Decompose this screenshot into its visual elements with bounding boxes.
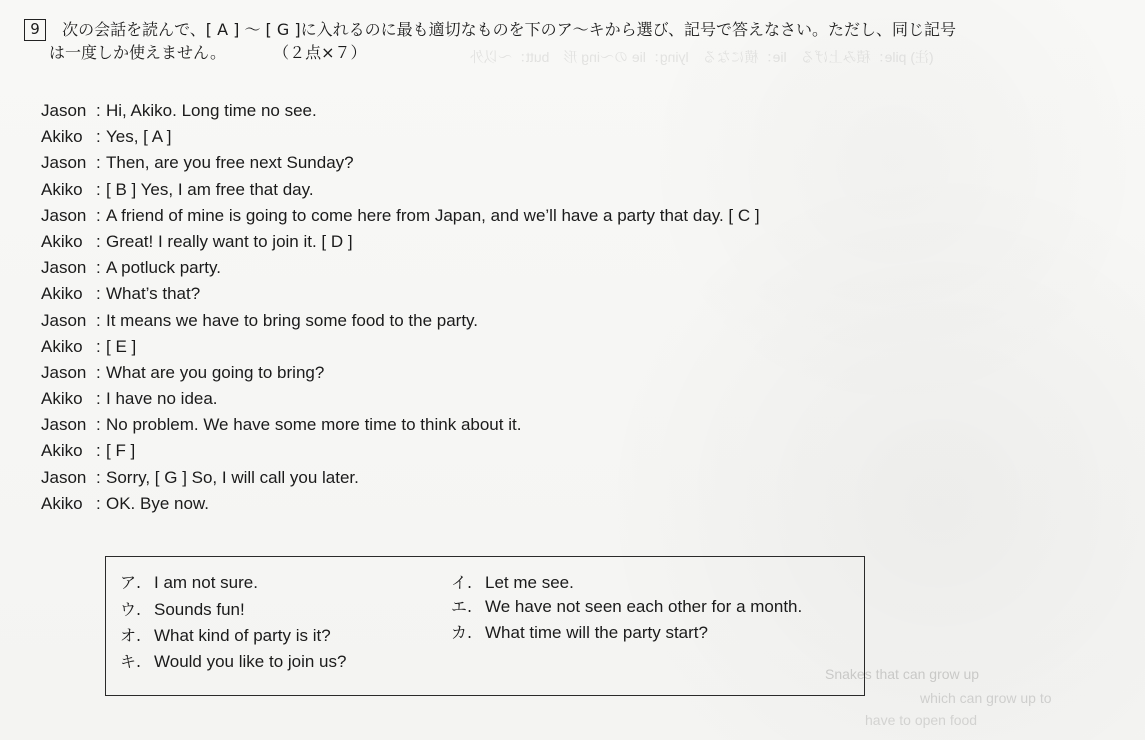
speaker-colon: : xyxy=(96,336,101,356)
choice-o xyxy=(120,624,331,648)
speaker-name: Akiko xyxy=(41,284,83,304)
speaker-name: Jason xyxy=(41,153,87,173)
speaker-name: Akiko xyxy=(41,389,83,409)
dialogue-line xyxy=(41,491,1041,517)
dialogue-line xyxy=(41,98,1041,124)
dialogue-text: No problem. We have some more time to think about it. xyxy=(106,415,522,435)
choice-e xyxy=(451,595,802,619)
dialogue-line xyxy=(41,124,1041,150)
speaker-colon: : xyxy=(96,493,101,513)
dialogue-line xyxy=(41,438,1041,464)
dialogue-text: I have no idea. xyxy=(106,389,218,409)
choice-mark: ア. xyxy=(120,573,142,592)
speaker-colon: : xyxy=(96,389,101,409)
instruction-text-line-1: 次の会話を読んで、[ A ] ～ [ G ]に入れるのに最も適切なものを下のア～キから選び、記号で答えなさい。ただし、同じ記号 xyxy=(62,20,956,39)
speaker-colon: : xyxy=(96,153,101,173)
choice-ki xyxy=(120,650,346,674)
speaker-colon: : xyxy=(96,284,101,304)
dialogue-line xyxy=(41,334,1041,360)
speaker-name: Jason xyxy=(41,467,87,487)
dialogue-text: Great! I really want to join it. [ D ] xyxy=(106,231,353,251)
choice-text: Sounds fun! xyxy=(154,600,245,619)
dialogue-line xyxy=(41,177,1041,203)
speaker-colon: : xyxy=(96,258,101,278)
choice-u xyxy=(120,598,245,622)
choice-mark: キ. xyxy=(120,652,142,671)
dialogue-line xyxy=(41,150,1041,176)
dialogue-text: A friend of mine is going to come here from Japan, and we’ll have a party that day. [ C ] xyxy=(106,205,760,225)
speaker-colon: : xyxy=(96,127,101,147)
choice-a xyxy=(120,571,258,595)
choice-mark: カ. xyxy=(451,623,473,642)
choice-mark: イ. xyxy=(451,573,473,592)
speaker-colon: : xyxy=(96,310,101,330)
dialogue-text: A potluck party. xyxy=(106,258,221,278)
choice-text: I am not sure. xyxy=(154,573,258,592)
dialogue-text: [ B ] Yes, I am free that day. xyxy=(106,179,314,199)
dialogue-line xyxy=(41,465,1041,491)
speaker-name: Jason xyxy=(41,258,87,278)
dialogue-text: Hi, Akiko. Long time no see. xyxy=(106,101,317,120)
show-through-bottom-text-1: Snakes that can grow up xyxy=(825,666,980,682)
choice-ka xyxy=(451,621,708,645)
dialogue-text: Then, are you free next Sunday? xyxy=(106,153,354,173)
speaker-name: Jason xyxy=(41,205,87,225)
speaker-colon: : xyxy=(96,101,101,120)
instruction-text-line-2: は一度しか使えません。 xyxy=(49,43,226,62)
dialogue-text: Sorry, [ G ] So, I will call you later. xyxy=(106,467,359,487)
speaker-name: Jason xyxy=(41,310,87,330)
dialogue-text: OK. Bye now. xyxy=(106,493,209,513)
dialogue-line xyxy=(41,412,1041,438)
speaker-colon: : xyxy=(96,179,101,199)
show-through-bottom-text-2: which can grow up to xyxy=(920,690,1052,706)
dialogue-line xyxy=(41,255,1041,281)
speaker-name: Jason xyxy=(41,101,87,120)
dialogue-line xyxy=(41,360,1041,386)
choice-i xyxy=(451,571,574,595)
speaker-colon: : xyxy=(96,415,101,435)
choice-text: What time will the party start? xyxy=(485,623,708,642)
dialogue-text: [ F ] xyxy=(106,441,136,461)
speaker-colon: : xyxy=(96,441,101,461)
choice-mark: ウ. xyxy=(120,600,142,619)
speaker-name: Akiko xyxy=(41,179,83,199)
question-header xyxy=(24,18,1114,65)
choice-text: What kind of party is it? xyxy=(154,626,331,645)
speaker-name: Akiko xyxy=(41,231,83,251)
choice-text: Let me see. xyxy=(485,573,574,592)
dialogue-text: What are you going to bring? xyxy=(106,362,325,382)
dialogue-line xyxy=(41,229,1041,255)
dialogue-line xyxy=(41,281,1041,307)
choice-text: We have not seen each other for a month. xyxy=(485,597,803,616)
speaker-name: Jason xyxy=(41,415,87,435)
dialogue-line xyxy=(41,386,1041,412)
show-through-bottom-text-3: have to open food xyxy=(865,712,978,728)
dialogue-line xyxy=(41,308,1041,334)
speaker-name: Akiko xyxy=(41,441,83,461)
dialogue-text: What’s that? xyxy=(106,284,201,304)
speaker-name: Akiko xyxy=(41,493,83,513)
points-label: （２点×７） xyxy=(273,43,367,62)
instruction-second-line xyxy=(49,41,1114,65)
speaker-name: Akiko xyxy=(41,336,83,356)
speaker-colon: : xyxy=(96,362,101,382)
dialogue-text: [ E ] xyxy=(106,336,137,356)
speaker-colon: : xyxy=(96,467,101,487)
choice-mark: オ. xyxy=(120,626,142,645)
choice-mark: エ. xyxy=(451,597,473,616)
speaker-name: Jason xyxy=(41,362,87,382)
dialogue-line xyxy=(41,203,1041,229)
dialogue-text: It means we have to bring some food to the party. xyxy=(106,310,478,330)
instruction-first-line xyxy=(24,18,1114,42)
speaker-colon: : xyxy=(96,205,101,225)
answer-choices-box xyxy=(105,556,865,696)
choice-text: Would you like to join us? xyxy=(154,652,347,671)
dialogue-text: Yes, [ A ] xyxy=(106,127,172,147)
show-through-top-text: (注) pile：積み上げる lie：横になる lying：lie の～ing 形 butt：～以外 xyxy=(470,49,934,65)
speaker-name: Akiko xyxy=(41,127,83,147)
question-number-box: 9 xyxy=(24,19,46,41)
speaker-colon: : xyxy=(96,231,101,251)
dialogue-section xyxy=(41,98,1041,517)
